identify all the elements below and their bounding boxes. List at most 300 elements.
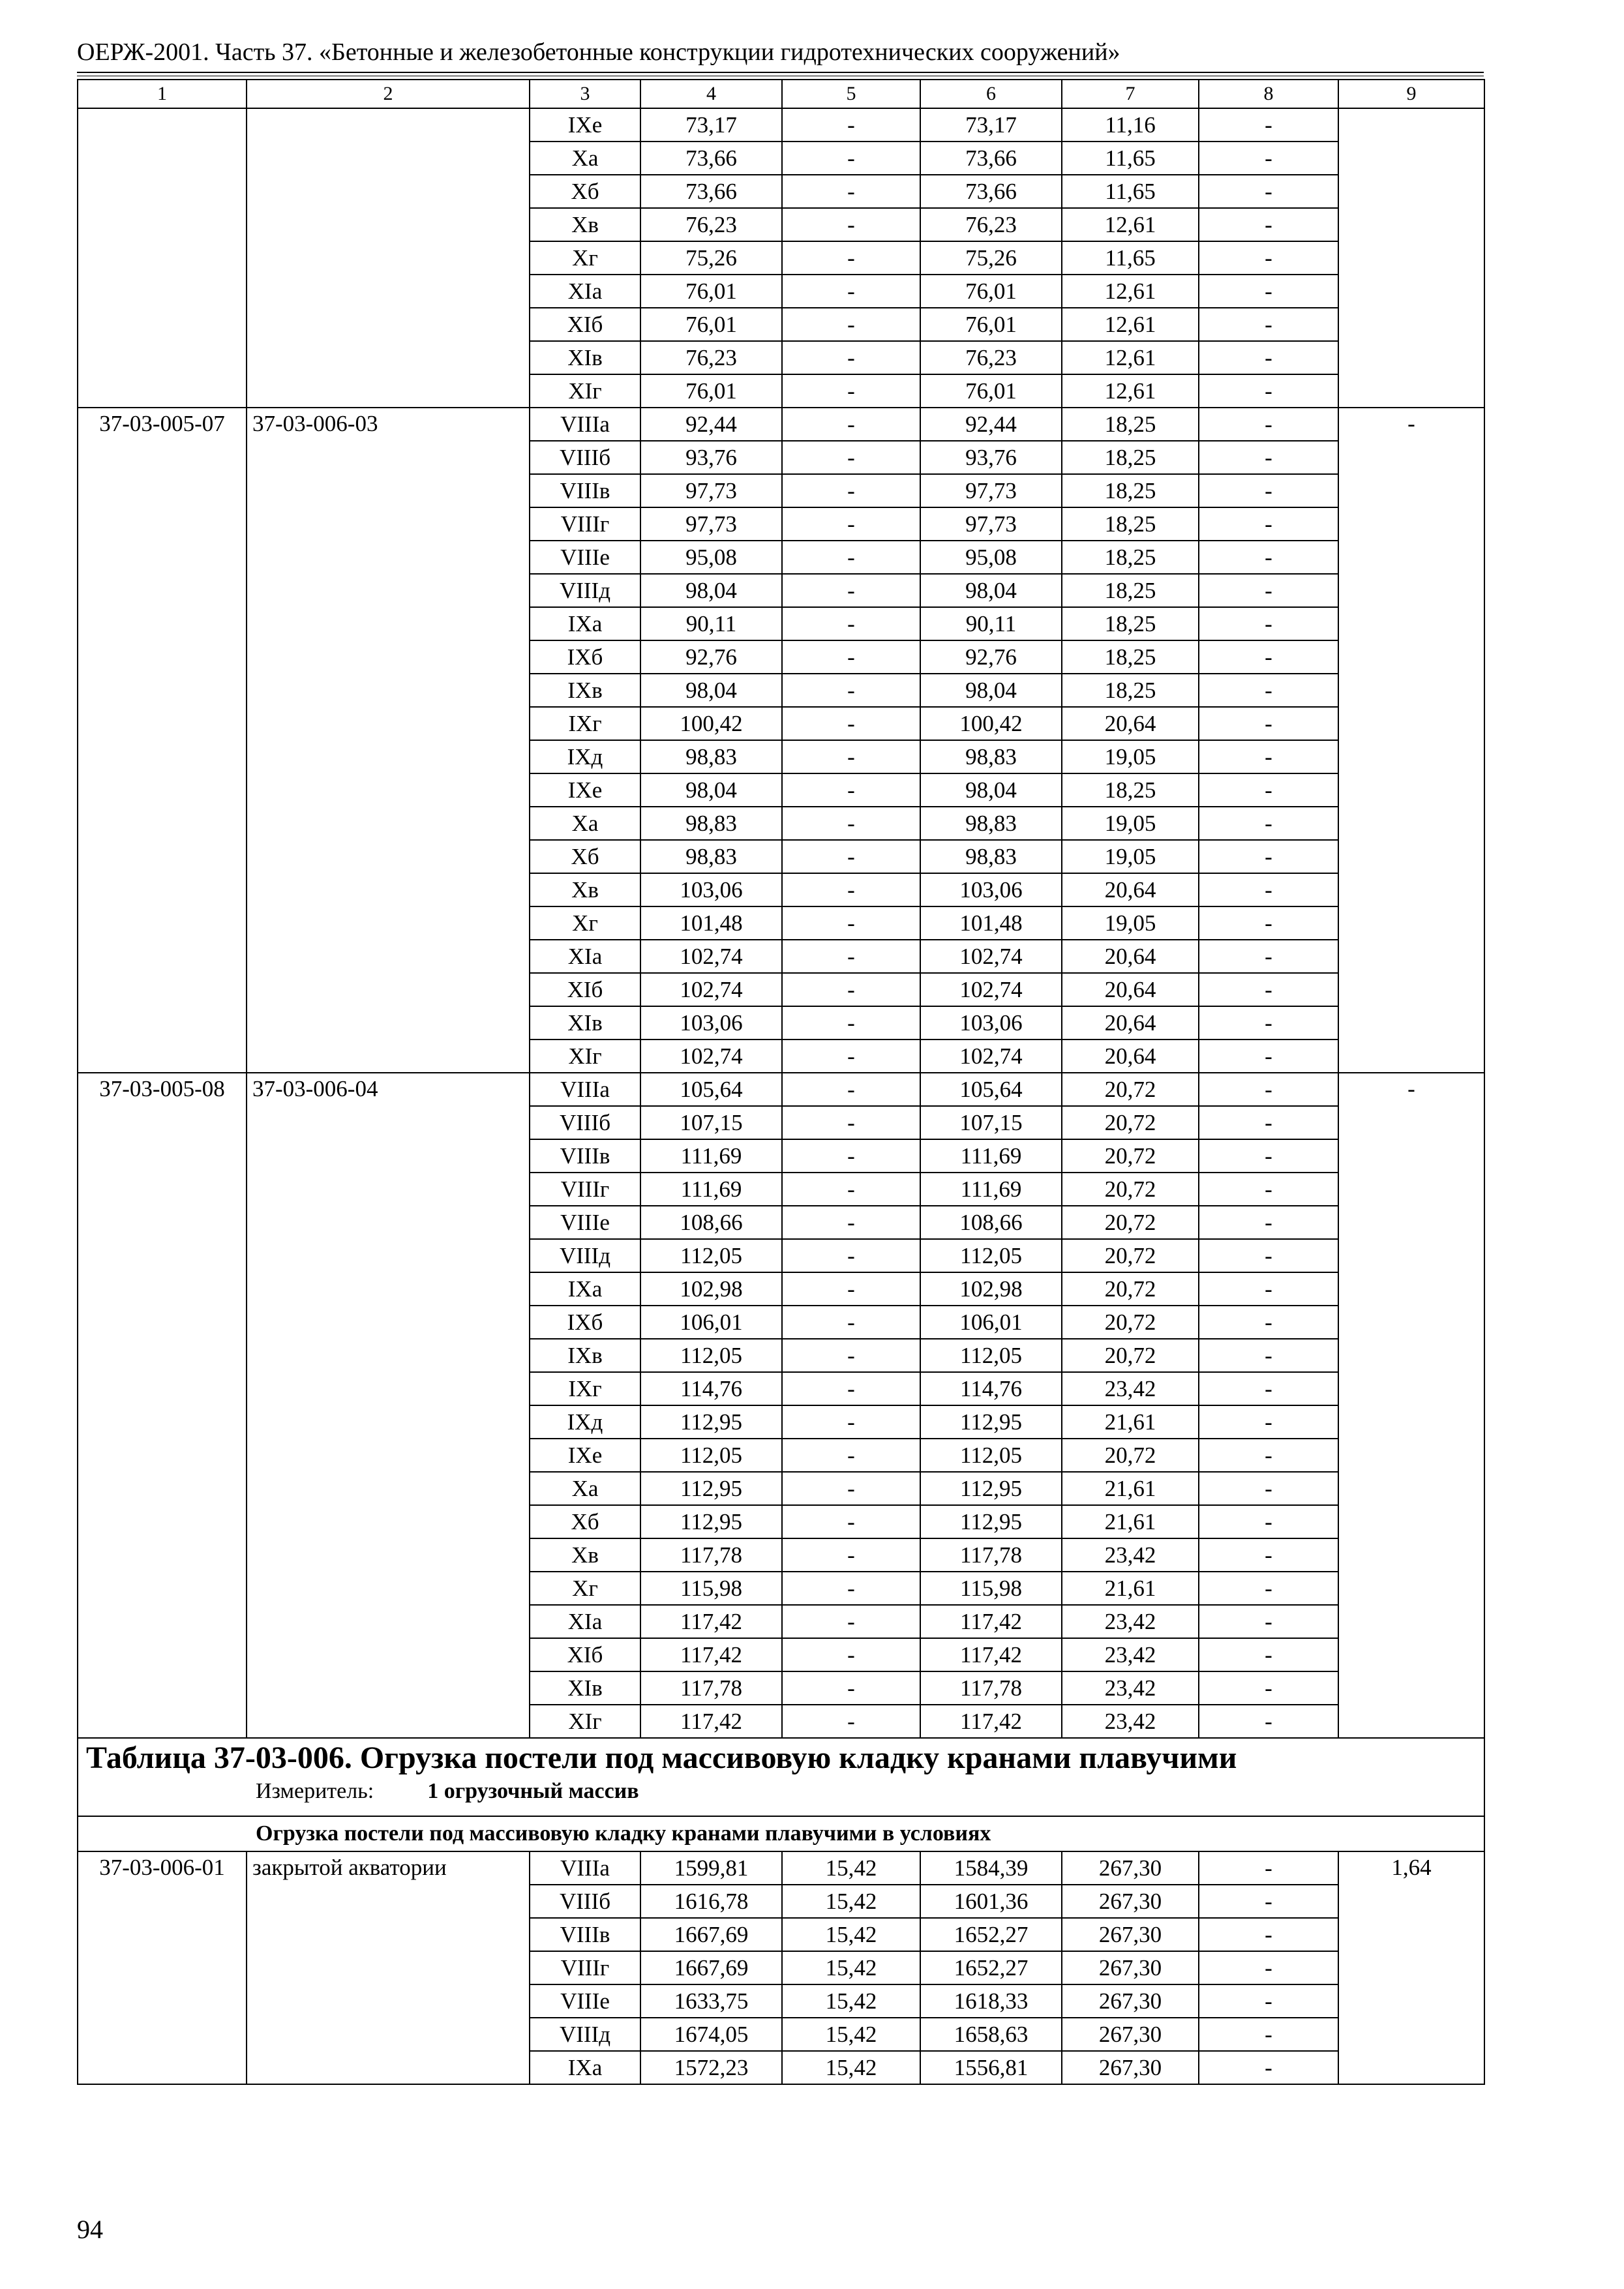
table-cell: Xa bbox=[530, 807, 640, 840]
table-cell: - bbox=[782, 1040, 920, 1073]
table-cell: 12,61 bbox=[1062, 308, 1199, 341]
table-cell: - bbox=[782, 773, 920, 807]
table-cell: - bbox=[782, 1206, 920, 1239]
table-cell: Xa bbox=[530, 142, 640, 175]
table-cell: VIIIa bbox=[530, 408, 640, 441]
table-cell: IXд bbox=[530, 1405, 640, 1439]
rate-name-cell bbox=[247, 108, 530, 408]
table-cell: - bbox=[1199, 308, 1338, 341]
table-cell: 18,25 bbox=[1062, 408, 1199, 441]
table-cell: 111,69 bbox=[920, 1139, 1062, 1173]
table-cell: VIIIд bbox=[530, 1239, 640, 1272]
table-cell: - bbox=[1199, 773, 1338, 807]
table-cell: 112,95 bbox=[640, 1472, 782, 1505]
table-cell: XIг bbox=[530, 1040, 640, 1073]
table-cell: 117,78 bbox=[640, 1538, 782, 1572]
table-cell: - bbox=[782, 1173, 920, 1206]
table-cell: - bbox=[1199, 1572, 1338, 1605]
table-cell: 20,72 bbox=[1062, 1206, 1199, 1239]
table-cell: - bbox=[1199, 1006, 1338, 1040]
table-cell: - bbox=[1199, 1705, 1338, 1738]
table-cell: - bbox=[782, 1372, 920, 1405]
table-cell: 107,15 bbox=[920, 1106, 1062, 1139]
table-cell: 18,25 bbox=[1062, 507, 1199, 541]
table-cell: 1652,27 bbox=[920, 1951, 1062, 1984]
table-cell: 1556,81 bbox=[920, 2051, 1062, 2084]
table-cell: - bbox=[1199, 142, 1338, 175]
column-number: 4 bbox=[640, 80, 782, 108]
table-cell: VIIIв bbox=[530, 1918, 640, 1951]
column-number: 9 bbox=[1338, 80, 1484, 108]
table-row bbox=[78, 1851, 1484, 1885]
table-cell: 15,42 bbox=[782, 2018, 920, 2051]
table-cell: 11,65 bbox=[1062, 241, 1199, 275]
table-cell: IXe bbox=[530, 1439, 640, 1472]
table-cell: 105,64 bbox=[920, 1073, 1062, 1106]
table-cell: 20,64 bbox=[1062, 1006, 1199, 1040]
table-cell: - bbox=[1199, 1918, 1338, 1951]
table-cell: 73,66 bbox=[920, 175, 1062, 208]
table-cell: 21,61 bbox=[1062, 1405, 1199, 1439]
table-cell: Xг bbox=[530, 1572, 640, 1605]
table-cell: 75,26 bbox=[920, 241, 1062, 275]
table-cell: - bbox=[1199, 906, 1338, 940]
column-number: 6 bbox=[920, 80, 1062, 108]
table-cell: Xa bbox=[530, 1472, 640, 1505]
table-cell: - bbox=[1199, 1040, 1338, 1073]
table-cell: - bbox=[1199, 275, 1338, 308]
table-cell: 21,61 bbox=[1062, 1572, 1199, 1605]
table-cell: 20,72 bbox=[1062, 1139, 1199, 1173]
table-cell: 11,16 bbox=[1062, 108, 1199, 142]
table-cell: - bbox=[782, 374, 920, 408]
table-cell: 117,78 bbox=[640, 1671, 782, 1705]
rate-name-cell: закрытой акватории bbox=[247, 1851, 530, 2084]
meter-line bbox=[86, 1780, 1484, 1803]
table-cell: IXe bbox=[530, 108, 640, 142]
table-cell: - bbox=[782, 1638, 920, 1671]
table-cell: - bbox=[1199, 674, 1338, 707]
table-cell: 112,95 bbox=[640, 1505, 782, 1538]
table-cell: - bbox=[1199, 807, 1338, 840]
table-cell: 73,66 bbox=[920, 142, 1062, 175]
table-cell: 76,01 bbox=[640, 374, 782, 408]
column-number-row bbox=[78, 80, 1484, 108]
table-cell: - bbox=[1199, 208, 1338, 241]
table-cell: 23,42 bbox=[1062, 1705, 1199, 1738]
col9-cell: - bbox=[1338, 1073, 1484, 1738]
table-cell: 95,08 bbox=[640, 541, 782, 574]
table-cell: - bbox=[782, 740, 920, 773]
table-cell: - bbox=[782, 142, 920, 175]
table-cell: 20,72 bbox=[1062, 1173, 1199, 1206]
table-cell: 102,98 bbox=[920, 1272, 1062, 1306]
table-cell: - bbox=[1199, 574, 1338, 607]
table-cell: 101,48 bbox=[920, 906, 1062, 940]
rate-code-cell bbox=[78, 108, 247, 408]
table-cell: 117,42 bbox=[640, 1638, 782, 1671]
table-cell: 267,30 bbox=[1062, 1951, 1199, 1984]
table-cell: VIIIд bbox=[530, 574, 640, 607]
table-cell: - bbox=[1199, 474, 1338, 507]
table-cell: 20,64 bbox=[1062, 1040, 1199, 1073]
table-cell: - bbox=[1199, 973, 1338, 1006]
table-cell: 23,42 bbox=[1062, 1605, 1199, 1638]
meter-value: 1 огрузочный массив bbox=[427, 1779, 639, 1803]
table-cell: 18,25 bbox=[1062, 474, 1199, 507]
table-cell: - bbox=[782, 1538, 920, 1572]
table-cell: 15,42 bbox=[782, 1885, 920, 1918]
table-cell: XIa bbox=[530, 1605, 640, 1638]
table-cell: - bbox=[782, 640, 920, 674]
col9-cell: 1,64 bbox=[1338, 1851, 1484, 2084]
table-cell: VIIIб bbox=[530, 441, 640, 474]
table-cell: 98,83 bbox=[640, 740, 782, 773]
table-cell: 100,42 bbox=[640, 707, 782, 740]
table-cell: - bbox=[1199, 1951, 1338, 1984]
table-cell: IXг bbox=[530, 707, 640, 740]
table-cell: - bbox=[782, 906, 920, 940]
table-cell: 76,23 bbox=[920, 208, 1062, 241]
table-cell: 112,05 bbox=[640, 1239, 782, 1272]
col9-cell bbox=[1338, 108, 1484, 408]
table-cell: - bbox=[782, 1605, 920, 1638]
table-cell: IXг bbox=[530, 1372, 640, 1405]
table-cell: 76,23 bbox=[640, 341, 782, 374]
table-cell: IXв bbox=[530, 1339, 640, 1372]
table-cell: XIa bbox=[530, 275, 640, 308]
table-cell: - bbox=[1199, 1638, 1338, 1671]
table-cell: IXe bbox=[530, 773, 640, 807]
table-cell: 12,61 bbox=[1062, 341, 1199, 374]
table-cell: 12,61 bbox=[1062, 374, 1199, 408]
rates-table bbox=[77, 79, 1485, 2085]
table-cell: - bbox=[782, 873, 920, 906]
table-cell: VIIIг bbox=[530, 1951, 640, 1984]
table-cell: - bbox=[782, 1505, 920, 1538]
table-cell: - bbox=[782, 208, 920, 241]
table-cell: - bbox=[782, 408, 920, 441]
table-cell: Xг bbox=[530, 906, 640, 940]
table-cell: 1599,81 bbox=[640, 1851, 782, 1885]
table-cell: 102,98 bbox=[640, 1272, 782, 1306]
table-cell: 117,78 bbox=[920, 1671, 1062, 1705]
table-cell: 20,72 bbox=[1062, 1339, 1199, 1372]
table-cell: - bbox=[1199, 2051, 1338, 2084]
table-cell: 73,17 bbox=[920, 108, 1062, 142]
table-cell: 73,66 bbox=[640, 175, 782, 208]
table-cell: 117,42 bbox=[920, 1605, 1062, 1638]
table-cell: XIв bbox=[530, 1006, 640, 1040]
table-cell: 20,72 bbox=[1062, 1306, 1199, 1339]
table-cell: Xб bbox=[530, 840, 640, 873]
table-cell: 97,73 bbox=[640, 474, 782, 507]
table-cell: Xб bbox=[530, 1505, 640, 1538]
table-cell: 100,42 bbox=[920, 707, 1062, 740]
table-cell: 97,73 bbox=[920, 507, 1062, 541]
table-cell: 1584,39 bbox=[920, 1851, 1062, 1885]
table-cell: 111,69 bbox=[640, 1173, 782, 1206]
table-cell: 108,66 bbox=[920, 1206, 1062, 1239]
table-cell: - bbox=[1199, 441, 1338, 474]
table-cell: 98,04 bbox=[640, 674, 782, 707]
table-cell: 19,05 bbox=[1062, 807, 1199, 840]
table-cell: 18,25 bbox=[1062, 674, 1199, 707]
table-cell: - bbox=[1199, 108, 1338, 142]
table-cell: 115,98 bbox=[640, 1572, 782, 1605]
page-header: ОЕРЖ-2001. Часть 37. «Бетонные и железобетонные конструкции гидротехнических сооружений» bbox=[77, 38, 1120, 66]
table-cell: 1658,63 bbox=[920, 2018, 1062, 2051]
table-cell: - bbox=[1199, 1372, 1338, 1405]
table-cell: 267,30 bbox=[1062, 1885, 1199, 1918]
table-cell: 19,05 bbox=[1062, 906, 1199, 940]
column-number: 3 bbox=[530, 80, 640, 108]
table-cell: 92,44 bbox=[920, 408, 1062, 441]
table-cell: - bbox=[782, 275, 920, 308]
table-cell: - bbox=[1199, 1073, 1338, 1106]
table-cell: - bbox=[1199, 1984, 1338, 2018]
table-cell: 92,76 bbox=[920, 640, 1062, 674]
table-cell: 76,01 bbox=[640, 308, 782, 341]
table-cell: - bbox=[1199, 940, 1338, 973]
table-cell: 112,05 bbox=[640, 1339, 782, 1372]
table-cell: - bbox=[1199, 1339, 1338, 1372]
table-cell: 93,76 bbox=[640, 441, 782, 474]
table-cell: - bbox=[782, 1272, 920, 1306]
table-cell: - bbox=[782, 241, 920, 275]
table-cell: 267,30 bbox=[1062, 1918, 1199, 1951]
table-cell: 267,30 bbox=[1062, 2051, 1199, 2084]
table-cell: - bbox=[782, 441, 920, 474]
table-cell: Xв bbox=[530, 873, 640, 906]
table-cell: 18,25 bbox=[1062, 607, 1199, 640]
column-number: 8 bbox=[1199, 80, 1338, 108]
table-cell: 112,95 bbox=[920, 1505, 1062, 1538]
table-cell: - bbox=[1199, 1505, 1338, 1538]
table-cell: 11,65 bbox=[1062, 175, 1199, 208]
table-cell: 76,01 bbox=[920, 275, 1062, 308]
table-cell: - bbox=[782, 1472, 920, 1505]
column-number: 7 bbox=[1062, 80, 1199, 108]
table-cell: 23,42 bbox=[1062, 1638, 1199, 1671]
table-cell: - bbox=[1199, 1139, 1338, 1173]
table-cell: 112,05 bbox=[920, 1339, 1062, 1372]
table-cell: - bbox=[1199, 707, 1338, 740]
table-cell: 98,04 bbox=[640, 574, 782, 607]
table-title-cell bbox=[78, 1738, 1484, 1816]
table-cell: - bbox=[782, 1006, 920, 1040]
table-cell: 102,74 bbox=[920, 973, 1062, 1006]
table-cell: 102,74 bbox=[640, 1040, 782, 1073]
table-cell: 102,74 bbox=[640, 973, 782, 1006]
table-cell: 1572,23 bbox=[640, 2051, 782, 2084]
table-cell: 76,01 bbox=[920, 374, 1062, 408]
table-cell: - bbox=[1199, 507, 1338, 541]
table-cell: XIг bbox=[530, 1705, 640, 1738]
table-cell: - bbox=[782, 341, 920, 374]
table-cell: 114,76 bbox=[640, 1372, 782, 1405]
table-cell: 267,30 bbox=[1062, 1984, 1199, 2018]
table-cell: - bbox=[1199, 341, 1338, 374]
table-cell: 21,61 bbox=[1062, 1505, 1199, 1538]
table-cell: 12,61 bbox=[1062, 275, 1199, 308]
table-cell: 112,95 bbox=[640, 1405, 782, 1439]
table-cell: - bbox=[782, 807, 920, 840]
table-cell: 1667,69 bbox=[640, 1951, 782, 1984]
table-cell: 23,42 bbox=[1062, 1538, 1199, 1572]
rate-name-cell: 37-03-006-04 bbox=[247, 1073, 530, 1738]
table-cell: - bbox=[782, 1405, 920, 1439]
table-cell: - bbox=[782, 474, 920, 507]
column-number: 5 bbox=[782, 80, 920, 108]
rate-code-cell: 37-03-005-08 bbox=[78, 1073, 247, 1738]
table-cell: 90,11 bbox=[640, 607, 782, 640]
table-cell: 20,72 bbox=[1062, 1272, 1199, 1306]
table-cell: - bbox=[1199, 607, 1338, 640]
header-rule bbox=[77, 72, 1484, 73]
table-cell: 115,98 bbox=[920, 1572, 1062, 1605]
table-cell: - bbox=[1199, 1851, 1338, 1885]
table-cell: 76,01 bbox=[640, 275, 782, 308]
table-cell: - bbox=[1199, 1106, 1338, 1139]
table-cell: - bbox=[782, 1239, 920, 1272]
table-cell: VIIIв bbox=[530, 1139, 640, 1173]
table-cell: 15,42 bbox=[782, 2051, 920, 2084]
table-cell: 112,95 bbox=[920, 1472, 1062, 1505]
table-cell: VIIIг bbox=[530, 1173, 640, 1206]
table-cell: XIб bbox=[530, 1638, 640, 1671]
table-cell: 107,15 bbox=[640, 1106, 782, 1139]
table-cell: - bbox=[782, 1671, 920, 1705]
table-cell: 108,66 bbox=[640, 1206, 782, 1239]
table-cell: 114,76 bbox=[920, 1372, 1062, 1405]
table-cell: 1616,78 bbox=[640, 1885, 782, 1918]
table-cell: 20,72 bbox=[1062, 1239, 1199, 1272]
table-cell: 1674,05 bbox=[640, 2018, 782, 2051]
table-cell: 18,25 bbox=[1062, 773, 1199, 807]
table-cell: 15,42 bbox=[782, 1984, 920, 2018]
table-cell: - bbox=[1199, 1671, 1338, 1705]
table-cell: - bbox=[1199, 1472, 1338, 1505]
table-title: Таблица 37-03-006. Огрузка постели под массивовую кладку кранами плавучими bbox=[86, 1741, 1237, 1775]
table-cell: 105,64 bbox=[640, 1073, 782, 1106]
table-cell: 103,06 bbox=[640, 1006, 782, 1040]
table-cell: Xв bbox=[530, 208, 640, 241]
table-cell: 102,74 bbox=[640, 940, 782, 973]
table-cell: 112,95 bbox=[920, 1405, 1062, 1439]
table-cell: IXa bbox=[530, 2051, 640, 2084]
table-cell: - bbox=[782, 507, 920, 541]
table-cell: 20,64 bbox=[1062, 707, 1199, 740]
table-cell: - bbox=[1199, 1206, 1338, 1239]
table-cell: 1652,27 bbox=[920, 1918, 1062, 1951]
table-cell: - bbox=[782, 707, 920, 740]
table-cell: 75,26 bbox=[640, 241, 782, 275]
table-cell: - bbox=[782, 1139, 920, 1173]
table-cell: 98,04 bbox=[920, 773, 1062, 807]
table-cell: 111,69 bbox=[920, 1173, 1062, 1206]
table-cell: 98,83 bbox=[640, 840, 782, 873]
table-cell: VIIIe bbox=[530, 1206, 640, 1239]
table-subtitle-row bbox=[78, 1816, 1484, 1851]
rate-name-cell: 37-03-006-03 bbox=[247, 408, 530, 1073]
table-cell: 1601,36 bbox=[920, 1885, 1062, 1918]
rate-code-cell: 37-03-006-01 bbox=[78, 1851, 247, 2084]
table-cell: - bbox=[1199, 873, 1338, 906]
table-cell: 98,83 bbox=[920, 807, 1062, 840]
table-cell: 117,42 bbox=[640, 1605, 782, 1638]
table-cell: - bbox=[1199, 1605, 1338, 1638]
table-cell: XIб bbox=[530, 973, 640, 1006]
table-cell: 112,05 bbox=[640, 1439, 782, 1472]
table-cell: - bbox=[1199, 2018, 1338, 2051]
table-cell: VIIIд bbox=[530, 2018, 640, 2051]
table-cell: XIг bbox=[530, 374, 640, 408]
table-cell: 20,64 bbox=[1062, 873, 1199, 906]
table-cell: - bbox=[1199, 840, 1338, 873]
table-cell: - bbox=[1199, 1439, 1338, 1472]
table-cell: 73,66 bbox=[640, 142, 782, 175]
table-cell: 1633,75 bbox=[640, 1984, 782, 2018]
table-cell: - bbox=[1199, 1885, 1338, 1918]
table-cell: 76,23 bbox=[920, 341, 1062, 374]
table-cell: XIв bbox=[530, 1671, 640, 1705]
table-cell: 20,64 bbox=[1062, 940, 1199, 973]
table-cell: VIIIa bbox=[530, 1073, 640, 1106]
rate-code-cell: 37-03-005-07 bbox=[78, 408, 247, 1073]
table-cell: 98,83 bbox=[920, 740, 1062, 773]
table-cell: - bbox=[782, 1439, 920, 1472]
table-cell: 111,69 bbox=[640, 1139, 782, 1173]
table-cell: - bbox=[782, 674, 920, 707]
table-cell: 267,30 bbox=[1062, 1851, 1199, 1885]
table-cell: 19,05 bbox=[1062, 740, 1199, 773]
table-cell: - bbox=[782, 1073, 920, 1106]
table-cell: - bbox=[782, 973, 920, 1006]
table-cell: 1667,69 bbox=[640, 1918, 782, 1951]
table-cell: VIIIб bbox=[530, 1106, 640, 1139]
table-cell: 20,72 bbox=[1062, 1073, 1199, 1106]
table-cell: 103,06 bbox=[920, 1006, 1062, 1040]
table-cell: 112,05 bbox=[920, 1439, 1062, 1472]
table-cell: 98,04 bbox=[920, 574, 1062, 607]
table-cell: 106,01 bbox=[920, 1306, 1062, 1339]
table-cell: 98,04 bbox=[640, 773, 782, 807]
table-cell: - bbox=[1199, 1239, 1338, 1272]
table-cell: 23,42 bbox=[1062, 1372, 1199, 1405]
table-cell: - bbox=[1199, 541, 1338, 574]
table-cell: IXб bbox=[530, 640, 640, 674]
table-cell: - bbox=[1199, 374, 1338, 408]
table-cell: 15,42 bbox=[782, 1851, 920, 1885]
table-cell: VIIIe bbox=[530, 1984, 640, 2018]
table-cell: 76,23 bbox=[640, 208, 782, 241]
table-cell: 15,42 bbox=[782, 1951, 920, 1984]
table-cell: - bbox=[782, 108, 920, 142]
table-cell: - bbox=[1199, 408, 1338, 441]
table-cell: 73,17 bbox=[640, 108, 782, 142]
table-cell: 18,25 bbox=[1062, 574, 1199, 607]
table-cell: 97,73 bbox=[920, 474, 1062, 507]
table-cell: - bbox=[1199, 175, 1338, 208]
table-cell: 20,72 bbox=[1062, 1106, 1199, 1139]
table-cell: - bbox=[782, 1572, 920, 1605]
table-cell: 21,61 bbox=[1062, 1472, 1199, 1505]
table-cell: 92,44 bbox=[640, 408, 782, 441]
table-cell: - bbox=[782, 840, 920, 873]
table-cell: 98,83 bbox=[920, 840, 1062, 873]
table-cell: 11,65 bbox=[1062, 142, 1199, 175]
